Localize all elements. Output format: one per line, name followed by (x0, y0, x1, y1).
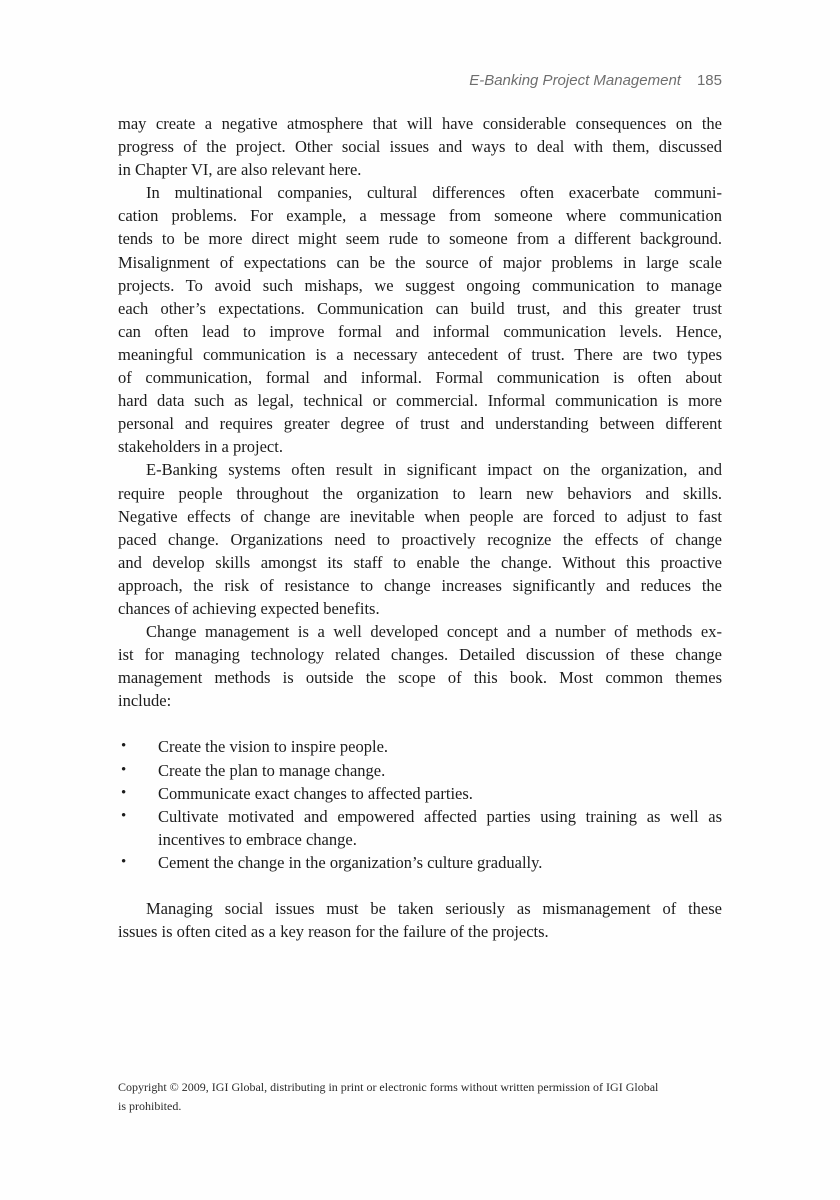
text-line: In multinational companies, cultural differences often exacerbate communi- (146, 183, 722, 203)
text-line: Communicate exact changes to affected parties. (158, 783, 473, 803)
text-line: cation problems. For example, a message from someone where communication (118, 206, 722, 226)
bullet-text (158, 782, 722, 805)
footer-text (118, 1078, 738, 1116)
text-line: Create the vision to inspire people. (158, 737, 389, 757)
text-line: stakeholders in a project. (118, 437, 283, 457)
text-line: incentives to embrace change. (158, 829, 357, 849)
text-line: ist for managing technology related changes. Detailed discussion of these change (118, 645, 722, 665)
text-line: Cultivate motivated and empowered affected parties using training as well as (158, 806, 722, 826)
text-line: approach, the risk of resistance to change increases significantly and reduces the (118, 575, 722, 595)
bullet-item (118, 851, 722, 874)
text-line: each other’s expectations. Communication can build trust, and this greater trust (118, 298, 722, 318)
text-line: of communication, formal and informal. Formal communication is often about (118, 368, 722, 388)
text-line: E-Banking systems often result in significant impact on the organization, and (146, 460, 722, 480)
text-line: require people throughout the organization to learn new behaviors and skills. (118, 483, 722, 503)
footer-line: Copyright © 2009, IGI Global, distributing in print or electronic forms without written permission of IGI Global (118, 1080, 659, 1094)
paragraph (118, 181, 722, 458)
bullet-item (118, 782, 722, 805)
text-line: personal and requires greater degree of trust and understanding between different (118, 414, 722, 434)
text-line: progress of the project. Other social issues and ways to deal with them, discussed (118, 137, 722, 157)
text-line: include: (118, 691, 172, 711)
bullet-icon: • (121, 761, 127, 778)
bullet-icon: • (121, 784, 127, 801)
footer-line: is prohibited. (118, 1099, 182, 1113)
bullet-icon: • (121, 738, 127, 755)
text-line: meaningful communication is a necessary antecedent of trust. There are two types (118, 344, 722, 364)
text-line: Managing social issues must be taken seriously as mismanagement of these (146, 899, 722, 918)
text-line: Create the plan to manage change. (158, 760, 386, 780)
bullet-text (158, 759, 722, 782)
paragraph (118, 620, 722, 712)
bullet-text (158, 805, 722, 851)
text-line: issues is often cited as a key reason for the failure of the projects. (118, 922, 549, 942)
text-line: and develop skills amongst its staff to enable the change. Without this proactive (118, 552, 722, 572)
bullet-item (118, 759, 722, 782)
text-line: hard data such as legal, technical or commercial. Informal communication is more (118, 391, 722, 411)
text-line: Cement the change in the organization’s culture gradually. (158, 852, 543, 872)
text-line: Change management is a well developed concept and a number of methods ex- (146, 622, 722, 642)
bullet-icon: • (121, 853, 127, 870)
text-line: Misalignment of expectations can be the source of major problems in large scale (118, 252, 722, 272)
paragraph-spacer (118, 874, 722, 897)
bullet-text (158, 735, 722, 758)
text-line: chances of achieving expected benefits. (118, 598, 380, 618)
page-number: 185 (696, 72, 722, 89)
text-line: may create a negative atmosphere that will have considerable consequences on the (118, 114, 722, 133)
text-line: Negative effects of change are inevitable when people are forced to adjust to fast (118, 506, 722, 526)
bullet-item (118, 805, 722, 851)
paragraph (118, 897, 722, 943)
paragraph (118, 458, 722, 620)
running-head (469, 72, 722, 89)
bullet-icon: • (121, 807, 127, 824)
text-line: projects. To avoid such mishaps, we suggest ongoing communication to manage (118, 275, 722, 295)
text-line: can often lead to improve formal and informal communication levels. Hence, (118, 321, 722, 341)
bullet-text (158, 851, 722, 874)
chapter-title: E-Banking Project Management (469, 72, 681, 89)
text-line: in Chapter VI, are also relevant here. (118, 160, 362, 180)
paragraph-spacer (118, 712, 722, 735)
body-content (118, 112, 722, 943)
paragraph (118, 112, 722, 181)
text-line: management methods is outside the scope of this book. Most common themes (118, 668, 722, 688)
text-line: tends to be more direct might seem rude to someone from a different background. (118, 229, 722, 249)
text-line: paced change. Organizations need to proactively recognize the effects of change (118, 529, 722, 549)
bullet-item (118, 735, 722, 758)
